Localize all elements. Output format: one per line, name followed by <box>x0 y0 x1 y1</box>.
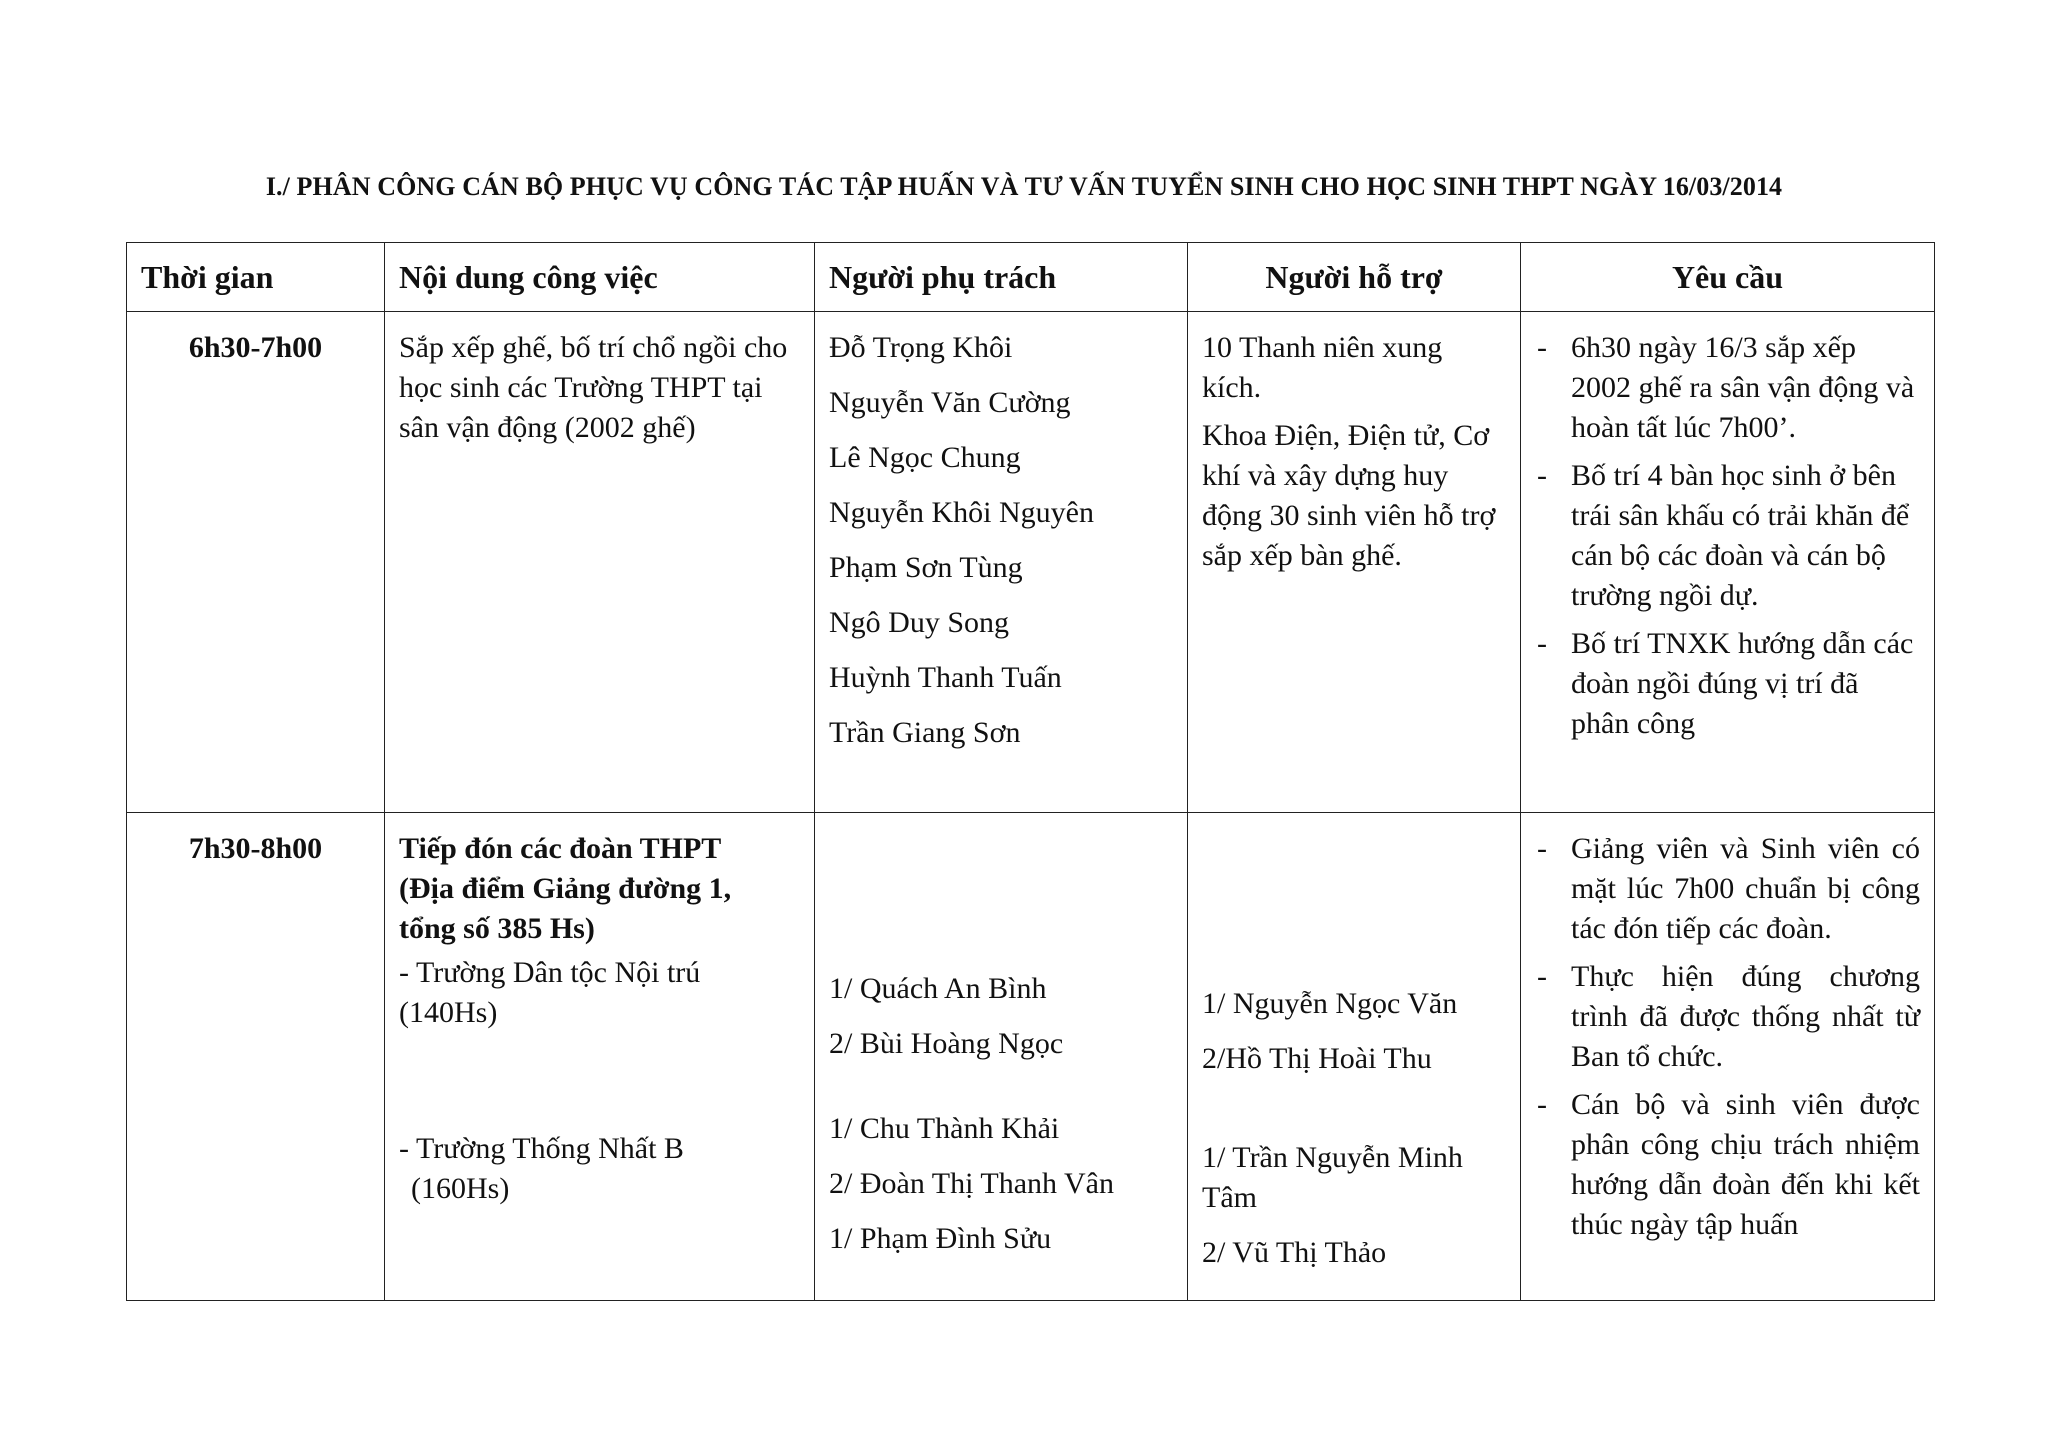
content-cell <box>385 813 815 1301</box>
requirements-cell <box>1521 813 1935 1301</box>
school-name: - Trường Thống Nhất B <box>399 1132 684 1165</box>
content-cell: Sắp xếp ghế, bố trí chổ ngồi cho học sinh các Trường THPT tại sân vận động (2002 ghế) <box>385 312 815 813</box>
school-count: (160Hs) <box>411 1172 510 1205</box>
requirement-item: - Thực hiện đúng chương trình đã được thống nhất từ Ban tổ chức. <box>1535 957 1920 1077</box>
responsible-name: Nguyễn Văn Cường <box>829 386 1071 419</box>
responsible-name: 1/ Quách An Bình <box>829 972 1047 1005</box>
table-header-row <box>127 243 1935 312</box>
responsible-name: 1/ Phạm Đình Sửu <box>829 1222 1052 1255</box>
responsible-name: Lê Ngọc Chung <box>829 441 1021 474</box>
support-name: 1/ Trần Nguyễn Minh <box>1202 1141 1463 1174</box>
responsible-name: Trần Giang Sơn <box>829 716 1021 749</box>
table-row <box>127 312 1935 813</box>
content-heading: tổng số 385 Hs) <box>399 912 595 945</box>
school-count: (140Hs) <box>399 996 498 1029</box>
support-text: 10 Thanh niên xung kích. <box>1202 331 1443 404</box>
header-time: Thời gian <box>127 243 385 312</box>
requirement-item: - Giảng viên và Sinh viên có mặt lúc 7h00 chuẩn bị công tác đón tiếp các đoàn. <box>1535 829 1920 949</box>
header-support: Người hỗ trợ <box>1188 243 1521 312</box>
content-heading: (Địa điểm Giảng đường 1, <box>399 872 732 905</box>
responsible-name: Đỗ Trọng Khôi <box>829 331 1013 364</box>
header-content: Nội dung công việc <box>385 243 815 312</box>
support-name: 1/ Nguyễn Ngọc Văn <box>1202 987 1458 1020</box>
time-cell: 6h30-7h00 <box>127 312 385 813</box>
support-text: Khoa Điện, Điện tử, Cơ khí và xây dựng huy động 30 sinh viên hỗ trợ sắp xếp bàn ghế. <box>1202 419 1496 572</box>
assignment-table <box>126 242 1935 1301</box>
time-cell: 7h30-8h00 <box>127 813 385 1301</box>
responsible-cell <box>815 312 1188 813</box>
requirements-list <box>1535 829 1920 1245</box>
responsible-cell <box>815 813 1188 1301</box>
support-name: 2/Hồ Thị Hoài Thu <box>1202 1042 1432 1075</box>
responsible-name: Ngô Duy Song <box>829 606 1010 639</box>
support-name: Tâm <box>1202 1181 1257 1214</box>
support-name: 2/ Vũ Thị Thảo <box>1202 1236 1387 1269</box>
responsible-name: 1/ Chu Thành Khải <box>829 1112 1060 1145</box>
requirement-item: - Bố trí TNXK hướng dẫn các đoàn ngồi đúng vị trí đã phân công <box>1535 624 1920 744</box>
header-responsible: Người phụ trách <box>815 243 1188 312</box>
responsible-name: Huỳnh Thanh Tuấn <box>829 661 1062 694</box>
table-row <box>127 813 1935 1301</box>
header-requirements: Yêu cầu <box>1521 243 1935 312</box>
support-cell <box>1188 312 1521 813</box>
requirements-list <box>1535 328 1920 744</box>
content-heading: Tiếp đón các đoàn THPT <box>399 832 722 865</box>
school-name: - Trường Dân tộc Nội trú <box>399 956 701 989</box>
requirements-cell <box>1521 312 1935 813</box>
responsible-name: 2/ Bùi Hoàng Ngọc <box>829 1027 1064 1060</box>
requirement-item: - 6h30 ngày 16/3 sắp xếp 2002 ghế ra sân vận động và hoàn tất lúc 7h00’. <box>1535 328 1920 448</box>
responsible-name: Phạm Sơn Tùng <box>829 551 1023 584</box>
document-title: I./ PHÂN CÔNG CÁN BỘ PHỤC VỤ CÔNG TÁC TẬP HUẤN VÀ TƯ VẤN TUYỂN SINH CHO HỌC SINH THPT NGÀY 16/03/2014 <box>265 172 1783 201</box>
requirement-item: - Cán bộ và sinh viên được phân công chịu trách nhiệm hướng dẫn đoàn đến khi kết thúc ngày tập huấn <box>1535 1085 1920 1245</box>
responsible-name: Nguyễn Khôi Nguyên <box>829 496 1094 529</box>
requirement-item: - Bố trí 4 bàn học sinh ở bên trái sân khấu có trải khăn để cán bộ các đoàn và cán bộ trường ngồi dự. <box>1535 456 1920 616</box>
support-cell <box>1188 813 1521 1301</box>
responsible-name: 2/ Đoàn Thị Thanh Vân <box>829 1167 1114 1200</box>
